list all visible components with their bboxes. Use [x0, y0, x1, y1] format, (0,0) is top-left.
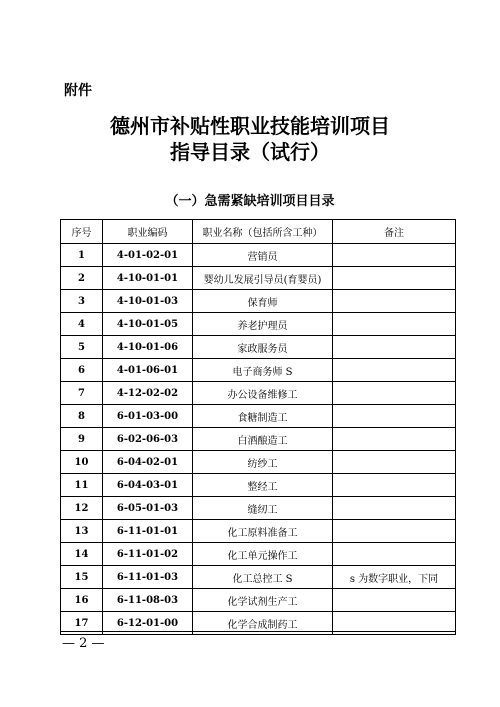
header-occupation-name: 职业名称（包括所含工种） — [193, 220, 333, 244]
table-row — [61, 520, 456, 543]
table-row — [61, 244, 456, 267]
occupation-code-cell: 4-10-01-05 — [103, 313, 193, 336]
remarks-cell — [333, 428, 456, 451]
occupation-name-cell: 营销员 — [193, 244, 333, 267]
table-row — [61, 313, 456, 336]
row-index-cell: 15 — [61, 566, 103, 589]
occupation-code-cell: 4-12-02-02 — [103, 382, 193, 405]
footer-divider — [60, 631, 455, 632]
remarks-cell — [333, 267, 456, 290]
row-index-cell: 1 — [61, 244, 103, 267]
remarks-cell — [333, 474, 456, 497]
header-index: 序号 — [61, 220, 103, 244]
row-index-cell: 4 — [61, 313, 103, 336]
remarks-cell — [333, 451, 456, 474]
remarks-cell — [333, 336, 456, 359]
table-row — [61, 382, 456, 405]
occupation-name-cell: 化学合成制药工 — [193, 612, 333, 635]
remarks-cell — [333, 244, 456, 267]
row-index-cell: 13 — [61, 520, 103, 543]
remarks-cell — [333, 405, 456, 428]
row-index-cell: 17 — [61, 612, 103, 635]
row-index-cell: 6 — [61, 359, 103, 382]
section-title: （一）急需紧缺培训项目目录 — [165, 194, 335, 209]
occupation-name-cell: 电子商务师 S — [193, 359, 333, 382]
table-row — [61, 267, 456, 290]
remarks-cell — [333, 589, 456, 612]
header-occupation-code: 职业编码 — [103, 220, 193, 244]
table-row — [61, 359, 456, 382]
remarks-cell — [333, 497, 456, 520]
row-index-cell: 3 — [61, 290, 103, 313]
row-index-cell: 7 — [61, 382, 103, 405]
remarks-cell — [333, 543, 456, 566]
occupation-code-cell: 6-11-08-03 — [103, 589, 193, 612]
row-index-cell: 2 — [61, 267, 103, 290]
occupation-code-cell: 6-01-03-00 — [103, 405, 193, 428]
page-number: — 2 — — [62, 636, 105, 651]
training-catalog-table — [60, 219, 456, 635]
table-row — [61, 428, 456, 451]
occupation-code-cell: 6-04-03-01 — [103, 474, 193, 497]
remarks-cell — [333, 313, 456, 336]
occupation-name-cell: 化学试剂生产工 — [193, 589, 333, 612]
remarks-cell — [333, 359, 456, 382]
row-index-cell: 10 — [61, 451, 103, 474]
table-row — [61, 474, 456, 497]
remarks-cell: s 为数字职业，下同 — [333, 566, 456, 589]
document-title-line1: 德州市补贴性职业技能培训项目 — [110, 114, 390, 138]
occupation-name-cell: 缝纫工 — [193, 497, 333, 520]
occupation-name-cell: 婴幼儿发展引导员(育婴员) — [193, 267, 333, 290]
table-row — [61, 589, 456, 612]
document-title-line2: 指导目录（试行） — [170, 140, 330, 164]
table-row — [61, 497, 456, 520]
row-index-cell: 5 — [61, 336, 103, 359]
remarks-cell — [333, 520, 456, 543]
table-row — [61, 290, 456, 313]
occupation-name-cell: 家政服务员 — [193, 336, 333, 359]
occupation-name-cell: 食糖制造工 — [193, 405, 333, 428]
occupation-code-cell: 4-01-02-01 — [103, 244, 193, 267]
occupation-code-cell: 6-04-02-01 — [103, 451, 193, 474]
occupation-name-cell: 整经工 — [193, 474, 333, 497]
occupation-code-cell: 6-05-01-03 — [103, 497, 193, 520]
occupation-name-cell: 白酒酿造工 — [193, 428, 333, 451]
occupation-code-cell: 4-10-01-03 — [103, 290, 193, 313]
row-index-cell: 12 — [61, 497, 103, 520]
remarks-cell — [333, 382, 456, 405]
row-index-cell: 14 — [61, 543, 103, 566]
occupation-name-cell: 养老护理员 — [193, 313, 333, 336]
occupation-name-cell: 化工单元操作工 — [193, 543, 333, 566]
row-index-cell: 9 — [61, 428, 103, 451]
occupation-code-cell: 6-11-01-03 — [103, 566, 193, 589]
table-row — [61, 566, 456, 589]
header-remarks: 备注 — [333, 220, 456, 244]
occupation-code-cell: 6-11-01-02 — [103, 543, 193, 566]
table-row — [61, 543, 456, 566]
occupation-name-cell: 纺纱工 — [193, 451, 333, 474]
occupation-code-cell: 4-10-01-01 — [103, 267, 193, 290]
occupation-name-cell: 办公设备维修工 — [193, 382, 333, 405]
row-index-cell: 16 — [61, 589, 103, 612]
attachment-label: 附件 — [64, 83, 92, 99]
row-index-cell: 11 — [61, 474, 103, 497]
table-header-row — [61, 220, 456, 244]
occupation-code-cell: 6-12-01-00 — [103, 612, 193, 635]
occupation-code-cell: 4-01-06-01 — [103, 359, 193, 382]
table-row — [61, 405, 456, 428]
occupation-code-cell: 6-02-06-03 — [103, 428, 193, 451]
occupation-name-cell: 化工总控工 S — [193, 566, 333, 589]
occupation-code-cell: 6-11-01-01 — [103, 520, 193, 543]
occupation-code-cell: 4-10-01-06 — [103, 336, 193, 359]
remarks-cell — [333, 290, 456, 313]
table-row — [61, 451, 456, 474]
row-index-cell: 8 — [61, 405, 103, 428]
table-row — [61, 336, 456, 359]
occupation-name-cell: 保育师 — [193, 290, 333, 313]
occupation-name-cell: 化工原料准备工 — [193, 520, 333, 543]
